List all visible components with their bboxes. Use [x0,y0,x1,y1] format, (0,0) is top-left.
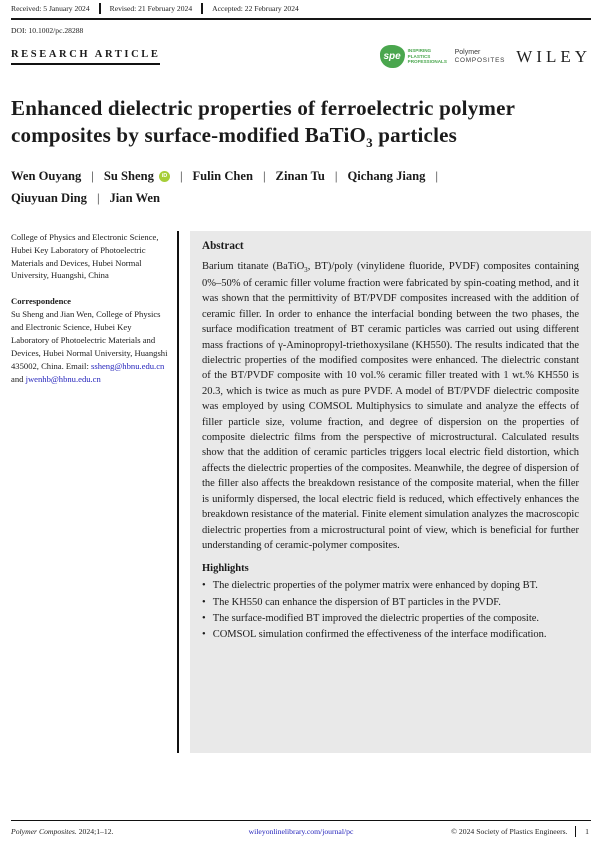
author-separator: | [334,168,338,183]
spe-logo-icon: spe [380,45,405,68]
title-subscript: 3 [366,135,373,151]
spe-tagline: INSPIRING PLASTICS PROFESSIONALS [407,47,447,65]
accepted-date: Accepted: 22 February 2024 [212,4,299,13]
revised-date: Revised: 21 February 2024 [109,4,193,13]
article-type-label: RESEARCH ARTICLE [11,49,160,65]
author-list [11,169,591,206]
left-sidebar [11,231,177,753]
journal-citation-title: Polymer Composites. [11,827,77,836]
author-name: Qichang Jiang [347,168,426,183]
correspondence-body: Su Sheng and Jian Wen, College of Physics and Electronic Science, Hubei Key Laboratory of Photoelectric Materials and Devices, Hubei Normal University, Huangshi 435002, China. [11,309,168,371]
email-link-2[interactable]: jwenhb@hbnu.edu.cn [25,373,101,384]
author-line-2 [11,191,591,206]
author-separator: | [435,168,439,183]
highlight-item [202,611,579,626]
abstract-text [202,259,579,554]
page-number-divider [575,826,576,837]
author-separator: | [179,168,183,183]
highlight-text: The dielectric properties of the polymer matrix were enhanced by doping BT. [212,580,538,592]
highlight-item [202,627,579,642]
author-separator: | [96,190,100,205]
bullet-icon: • [202,580,206,592]
orcid-icon[interactable]: iD [159,171,170,182]
author-separator: | [91,168,94,183]
journal-citation-pages: 2024;1–12. [78,827,114,836]
abstract-panel [190,231,591,753]
author-name: Su Sheng [103,168,154,183]
email-and: and [11,373,24,384]
author-name: Jian Wen [109,190,160,205]
bullet-icon: • [202,629,206,641]
page-number: 1 [585,827,589,836]
manuscript-dates-bar [11,0,591,20]
journal-citation [11,827,204,836]
title-text-end: particles [372,122,458,147]
email-link-1[interactable]: ssheng@hbnu.edu.cn [91,360,165,371]
footer-link-wrap [204,827,397,836]
highlight-text: COMSOL simulation confirmed the effectiveness of the interface modification. [212,629,547,641]
highlight-text: The surface-modified BT improved the dielectric properties of the composite. [212,612,540,624]
bullet-icon: • [202,596,206,608]
footer-row [11,826,591,837]
journal-url-link[interactable]: wileyonlinelibrary.com/journal/pc [248,827,354,836]
doi-label: DOI: 10.1002/pc.28288 [11,26,84,35]
abstract-heading: Abstract [202,239,244,252]
spe-logo [380,45,447,68]
highlights-heading: Highlights [202,563,249,575]
author-line-1 [11,169,591,184]
email-label: Email: [65,360,89,371]
journal-logo [455,49,506,64]
journal-name-line1: Polymer [454,49,481,56]
column-divider [177,231,179,753]
author-name: Qiuyuan Ding [11,190,87,205]
footer-right [398,826,591,837]
abstract-body-rest: , BT)/poly (vinylidene fluoride, PVDF) composites containing 0%–50% of ceramic filler volume fraction were fabricated by spin-coating method, and it was shown that the permittivity of BT/PVDF composites increased with the addition of ceramic filler. In order to enhance the interfacial bonding between the two phases, the surface modification treatment of BT ceramic particles was carried out using different mass fractions of γ-Aminopropyl-triethoxysilane (KH550). The results indicated that the dielectric properties of the modified composites were enhanced. The dielectric constant of the BT/PVDF composite with 10 vol.% ceramic filler treated with 1 wt.% KH550 is 20.3, which is twice as much as pure PVDF. A model of BT/PVDF dielectric composite was employed by using COMSOL Multiphysics to simulate and analyze the effects of filler particle size, volume fraction, and degree of dispersion on the properties of composite dielectric films from the perspective of microstructural. Calculated results show that the addition of ceramic particles triggers local electric field distortion, which affects the dielectric properties of the composites. Meanwhile, the degree of dispersion of the filler also affects the breakdown resistance of the composite material, when the filler is uniformly dispersed, the local electric field is reduced, which effectively enhances the breakdown resistance of the material. Finite element simulation analyzes the macroscopic dielectric properties from a microstructural point of view, which is beneficial for further understanding of ceramic-polymer composites. [202,260,579,552]
publisher-logos [380,45,591,68]
highlight-item [202,595,579,610]
highlight-item [202,578,579,593]
copyright-notice: © 2024 Society of Plastics Engineers. [451,827,568,836]
paper-title [11,95,591,152]
highlight-text: The KH550 can enhance the dispersion of BT particles in the PVDF. [212,596,501,608]
author-name: Wen Ouyang [11,168,82,183]
article-header-row [11,45,591,68]
abstract-body-start: Barium titanate (BaTiO [202,260,305,272]
affiliation: College of Physics and Electronic Science, Hubei Key Laboratory of Photoelectric Materials and Devices, Hubei Normal University, Huangshi, China [11,231,159,281]
page-footer [11,820,591,837]
author-separator: | [263,168,266,183]
author-name: Fulin Chen [192,168,254,183]
footer-rule [11,820,591,821]
journal-name-line2: COMPOSITES [454,57,506,64]
wiley-logo: WILEY [516,46,591,66]
correspondence-heading: Correspondence [11,296,71,307]
bullet-icon: • [202,612,206,624]
received-date: Received: 5 January 2024 [11,4,90,13]
correspondence-text [11,308,168,385]
author-name: Zinan Tu [275,168,325,183]
abstract-subscript: 3 [304,266,308,274]
body-columns [11,231,591,753]
title-text: Enhanced dielectric properties of ferroelectric polymer composites by surface-modified BaTiO [11,96,515,147]
